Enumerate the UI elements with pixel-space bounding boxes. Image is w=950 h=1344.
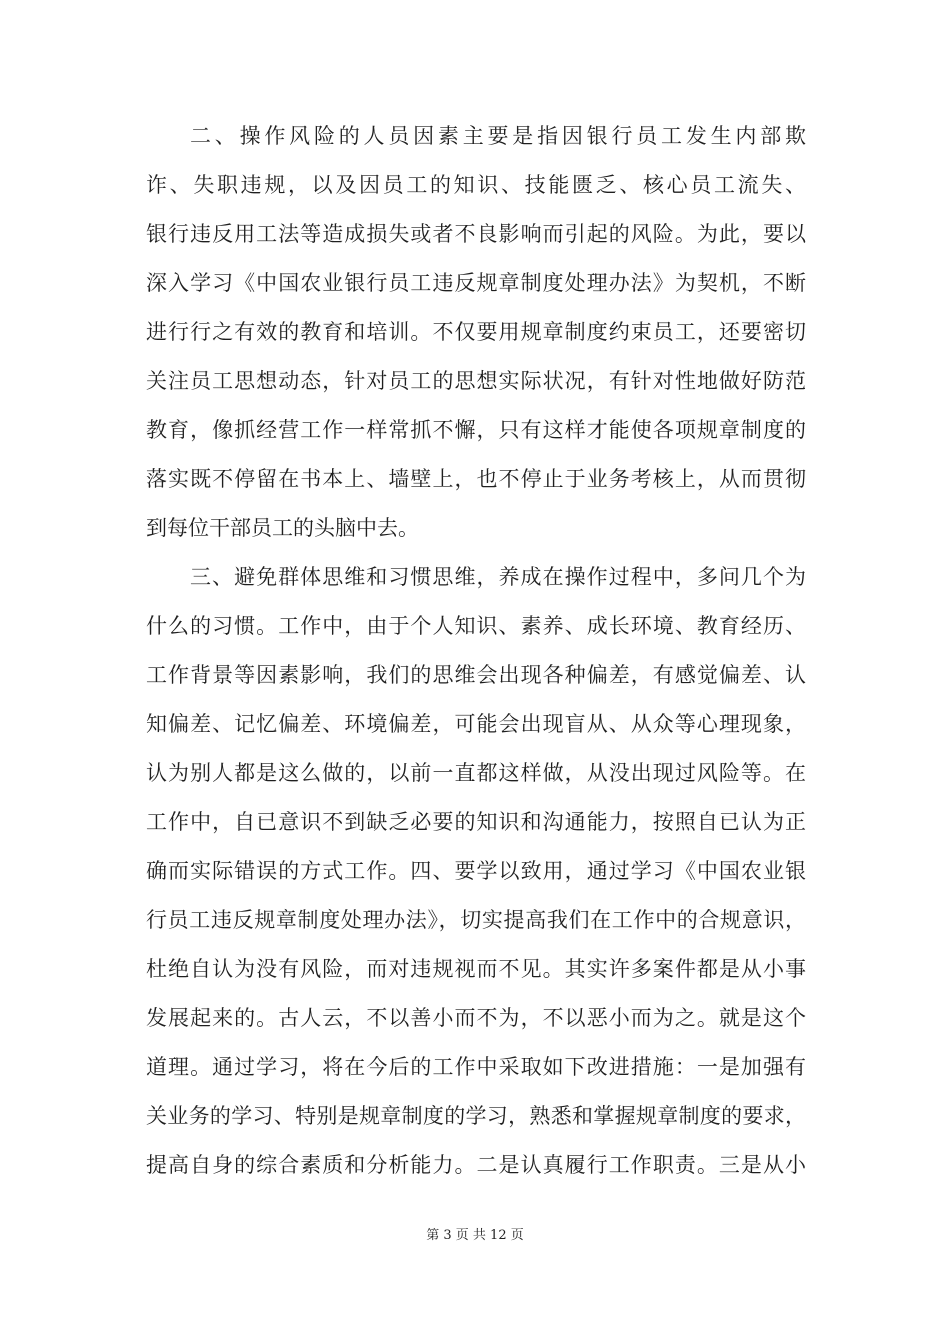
paragraph-line: 工作中，自已意识不到缺乏必要的知识和沟通能力，按照自已认为正 — [146, 810, 806, 834]
paragraph-line: 工作背景等因素影响，我们的思维会出现各种偏差，有感觉偏差、认 — [146, 663, 806, 687]
page-number-footer: 第 3 页 共 12 页 — [426, 1228, 524, 1243]
paragraph-line: 提高自身的综合素质和分析能力。二是认真履行工作职责。三是从小 — [146, 1153, 806, 1177]
paragraph-line: 诈、失职违规，以及因员工的知识、技能匮乏、核心员工流失、 — [146, 173, 806, 197]
paragraph-line: 三、避免群体思维和习惯思维，养成在操作过程中，多问几个为 — [190, 565, 806, 589]
paragraph-line: 关业务的学习、特别是规章制度的学习，熟悉和掌握规章制度的要求， — [146, 1104, 806, 1128]
paragraph-line: 落实既不停留在书本上、墙壁上，也不停止于业务考核上，从而贯彻 — [146, 467, 806, 491]
paragraph-line: 道理。通过学习，将在今后的工作中采取如下改进措施：一是加强有 — [146, 1055, 806, 1079]
paragraph-line: 深入学习《中国农业银行员工违反规章制度处理办法》为契机，不断 — [146, 271, 806, 295]
paragraph-line: 发展起来的。古人云，不以善小而不为，不以恶小而为之。就是这个 — [146, 1006, 806, 1030]
paragraph-line: 确而实际错误的方式工作。四、要学以致用，通过学习《中国农业银 — [146, 859, 806, 883]
paragraph-line: 到每位干部员工的头脑中去。 — [146, 516, 419, 540]
paragraph-line: 二、操作风险的人员因素主要是指因银行员工发生内部欺 — [190, 124, 806, 148]
paragraph-line: 进行行之有效的教育和培训。不仅要用规章制度约束员工，还要密切 — [146, 320, 806, 344]
paragraph-line: 行员工违反规章制度处理办法》，切实提高我们在工作中的合规意识， — [146, 908, 806, 932]
paragraph-line: 银行违反用工法等造成损失或者不良影响而引起的风险。为此，要以 — [146, 222, 806, 246]
paragraph-line: 认为别人都是这么做的，以前一直都这样做，从没出现过风险等。在 — [146, 761, 806, 785]
paragraph-line: 杜绝自认为没有风险，而对违规视而不见。其实许多案件都是从小事 — [146, 957, 806, 981]
paragraph-line: 什么的习惯。工作中，由于个人知识、素养、成长环境、教育经历、 — [146, 614, 806, 638]
paragraph-line: 关注员工思想动态，针对员工的思想实际状况，有针对性地做好防范 — [146, 369, 806, 393]
paragraph-line: 知偏差、记忆偏差、环境偏差，可能会出现盲从、从众等心理现象， — [146, 712, 806, 736]
paragraph-line: 教育，像抓经营工作一样常抓不懈，只有这样才能使各项规章制度的 — [146, 418, 806, 442]
